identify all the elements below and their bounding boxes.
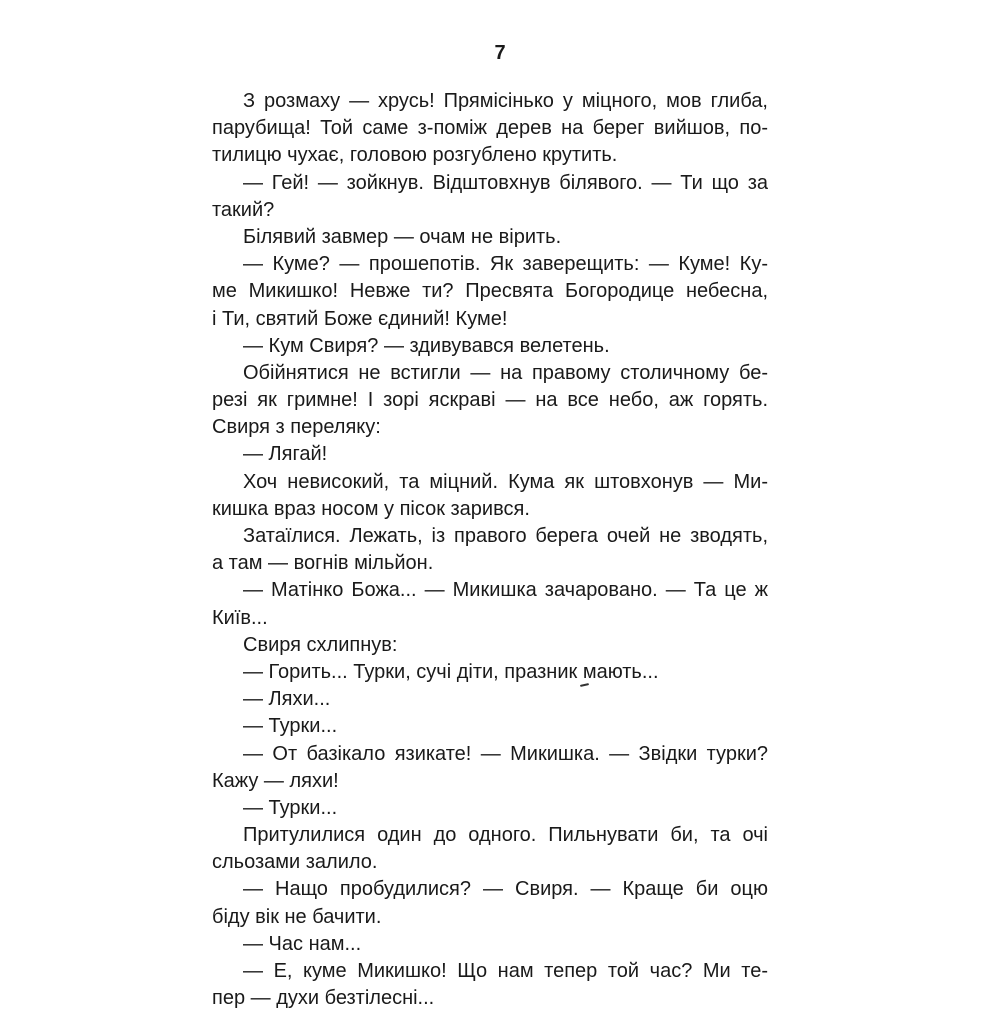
- text-line: — Час нам...: [243, 932, 362, 955]
- text-line: Свиря схлипнув:: [243, 633, 398, 656]
- text-line: — Турки...: [243, 715, 338, 738]
- text-line: Київ...: [212, 606, 268, 629]
- text-line: Притулилися один до одного. Пильнувати би, та очі: [243, 824, 768, 847]
- text-line: Свиря з переляку:: [212, 416, 381, 439]
- text-line: сльозами залило.: [212, 851, 378, 874]
- text-line: — Лягай!: [243, 443, 328, 466]
- text-line: парубища! Той саме з-поміж дерев на берег вийшов, по-: [212, 117, 768, 140]
- text-line: — Гей! — зойкнув. Відштовхнув білявого. — Ти що за: [243, 171, 768, 194]
- text-line: — Турки...: [243, 796, 338, 819]
- text-line: — Горить... Турки, сучі діти, празник мають...: [243, 660, 659, 683]
- text-line: — Куме? — прошепотів. Як заверещить: — Куме! Ку-: [243, 253, 768, 276]
- text-line: — Е, куме Микишко! Що нам тепер той час? Ми те-: [243, 960, 768, 982]
- text-line: такий?: [212, 198, 275, 221]
- body-text: [212, 88, 768, 1012]
- text-line: — Кум Свиря? — здивувався велетень.: [243, 334, 610, 357]
- text-line: ме Микишко! Невже ти? Пресвята Богородице небесна,: [212, 280, 768, 303]
- text-line: Кажу — ляхи!: [212, 769, 339, 792]
- text-line: і Ти, святий Боже єдиний! Куме!: [212, 307, 508, 330]
- text-line: пер — духи безтілесні...: [212, 987, 435, 1010]
- text-line: Обійнятися не встигли — на правому столичному бе-: [243, 361, 768, 384]
- text-line: З розмаху — хрусь! Прямісінько у міцного, мов глиба,: [243, 90, 768, 112]
- page-number: 7: [494, 42, 506, 64]
- text-line: біду вік не бачити.: [212, 905, 382, 928]
- text-line: Білявий завмер — очам не вірить.: [243, 225, 562, 248]
- text-line: а там — вогнів мільйон.: [212, 552, 434, 575]
- text-line: — От базікало язикате! — Микишка. — Звідки турки?: [243, 742, 768, 765]
- text-line: Хоч невисокий, та міцний. Кума як штовхонув — Ми-: [243, 470, 768, 493]
- text-line: — Матінко Божа... — Микишка зачаровано. — Та це ж: [243, 579, 768, 602]
- text-line: — Нащо пробудилися? — Свиря. — Краще би оцю: [243, 878, 768, 901]
- text-line: резі як гримне! І зорі яскраві — на все небо, аж горять.: [212, 389, 768, 412]
- text-line: кишка враз носом у пісок зарився.: [212, 497, 530, 520]
- text-line: тилицю чухає, головою розгублено крутить.: [212, 144, 618, 167]
- text-line: Затаїлися. Лежать, із правого берега очей не зводять,: [243, 525, 768, 547]
- text-line: — Ляхи...: [243, 688, 331, 711]
